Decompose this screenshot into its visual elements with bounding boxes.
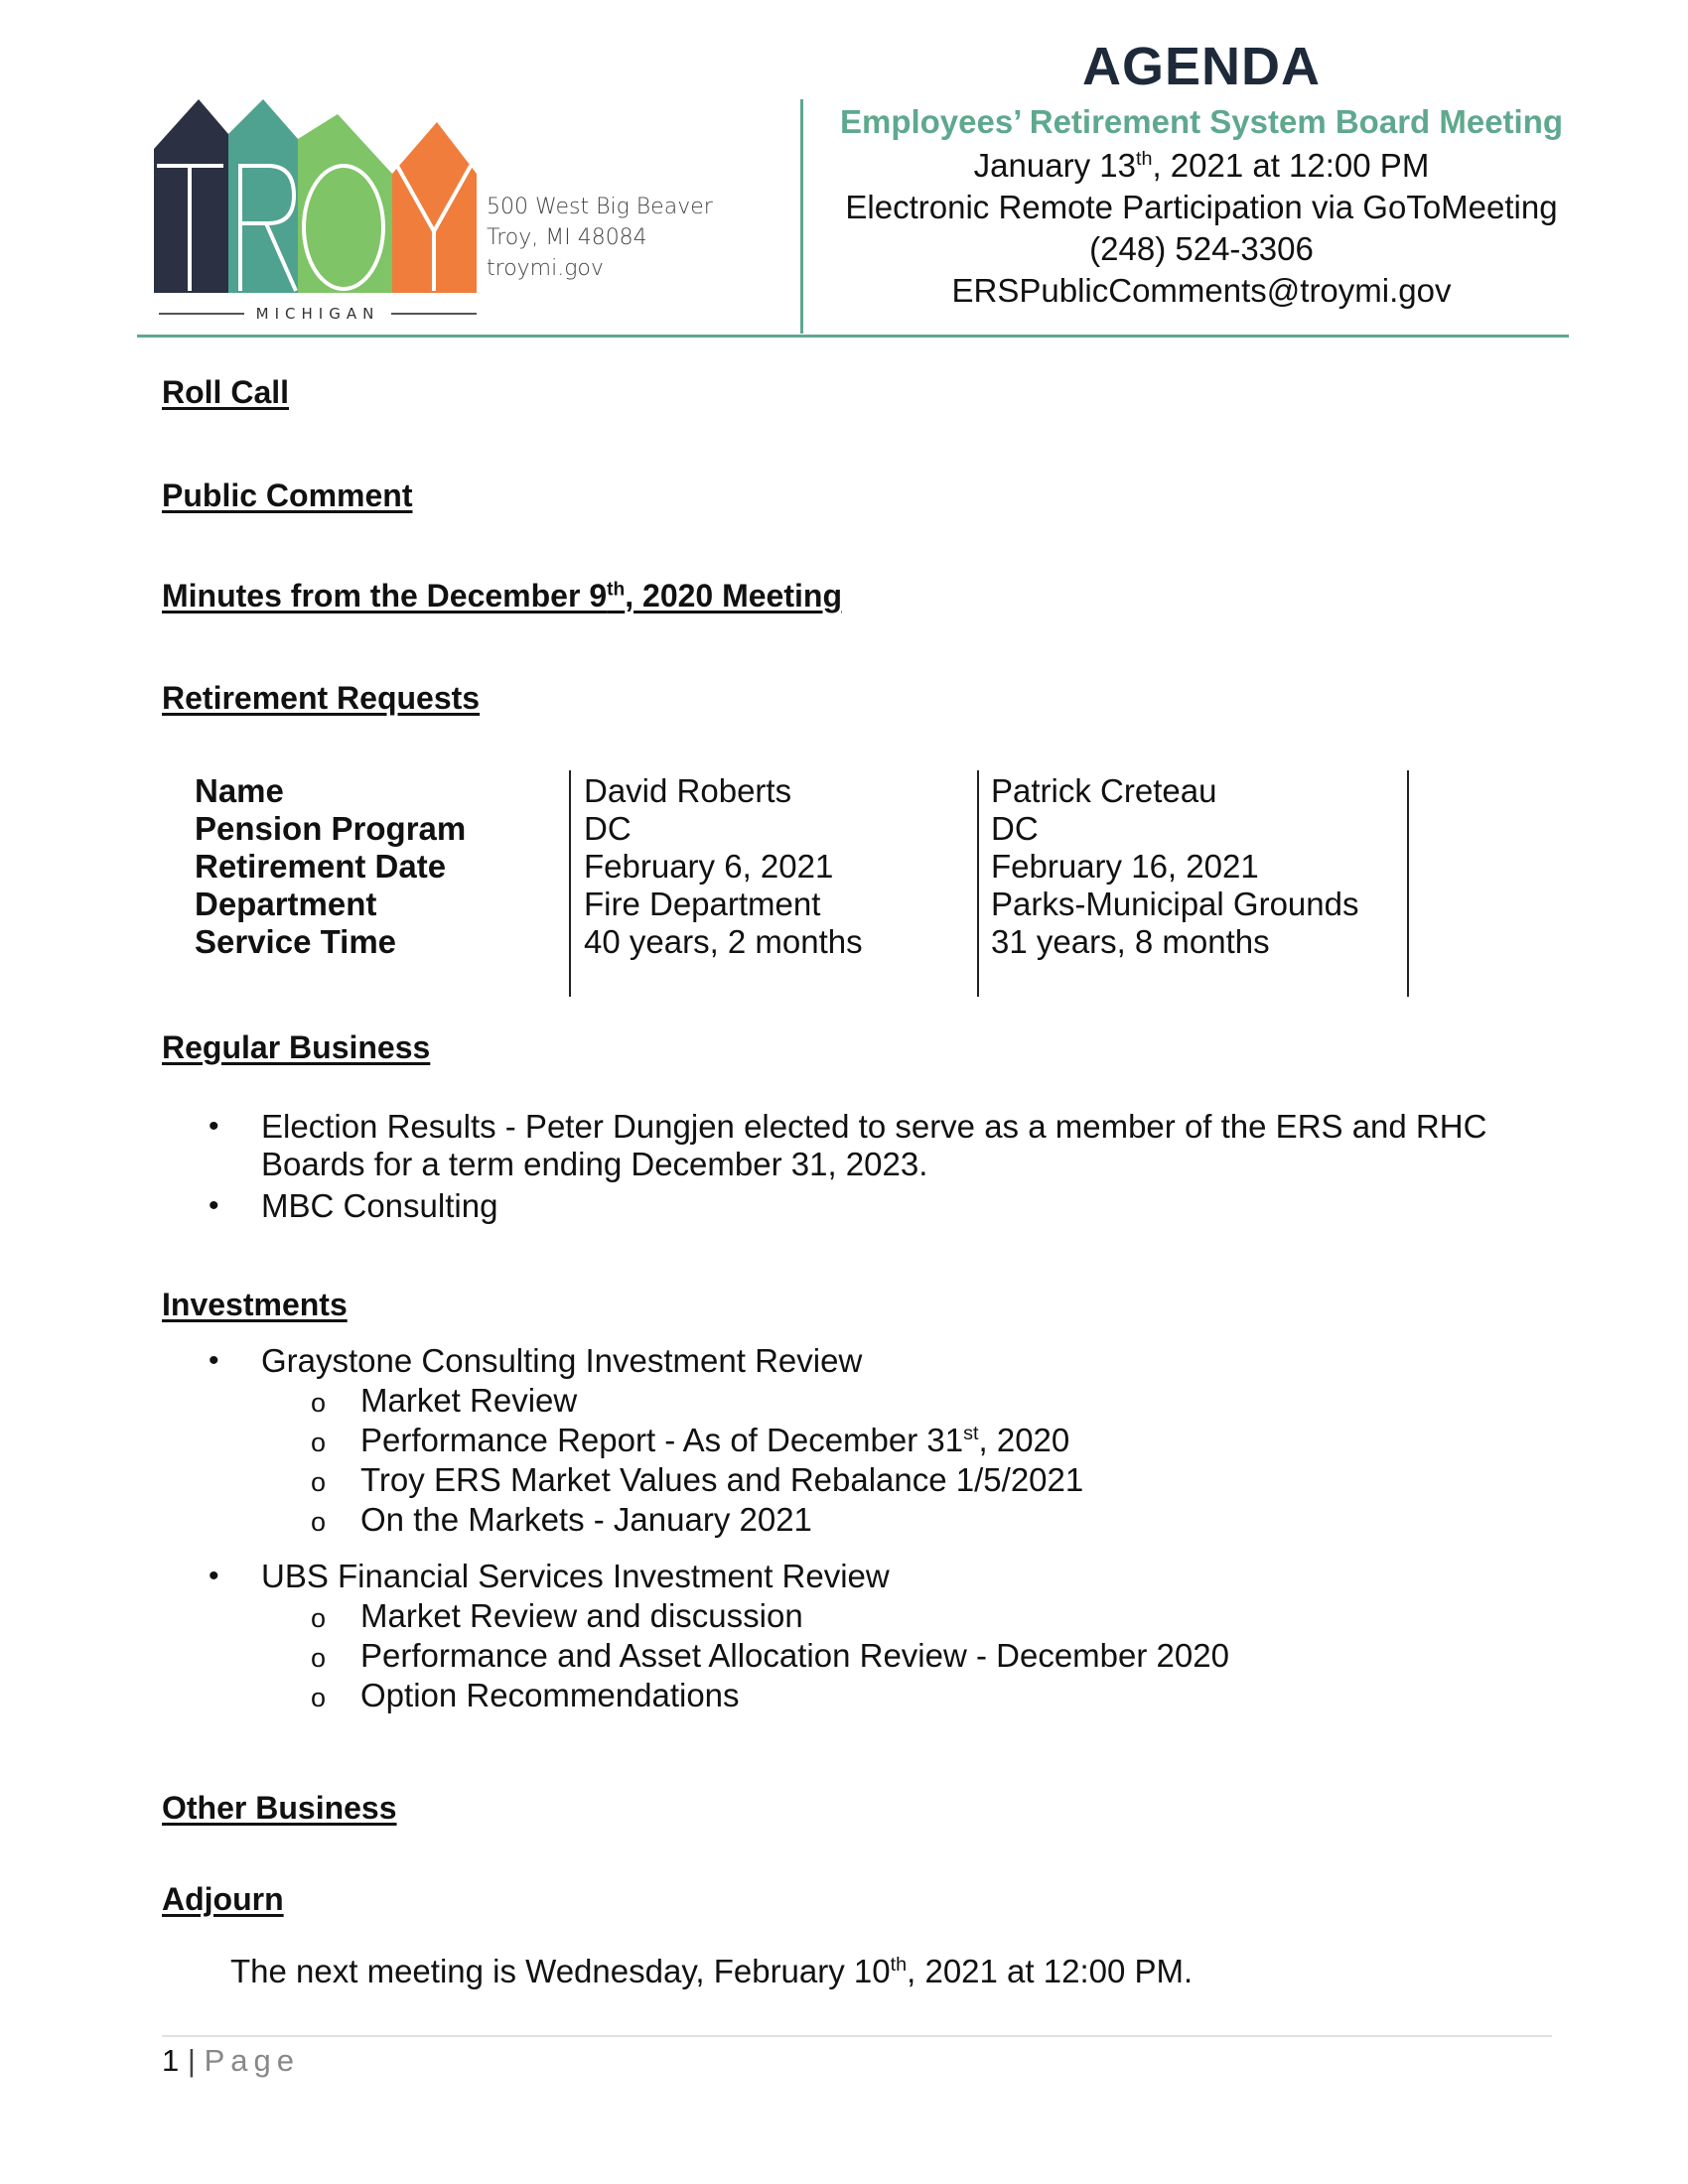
table-column-divider [977,770,979,997]
regular-business-list [162,1108,1552,1225]
section-retirement-requests: Retirement Requests [162,680,481,716]
sub-list-item: o Option Recommendations [261,1677,1229,1716]
address-street: 500 West Big Beaver [487,195,713,219]
ubs-sublist [162,1597,1229,1716]
page-title: AGENDA [1081,37,1321,96]
section-other-business: Other Business [162,1790,397,1826]
sub-list-item: o Market Review and discussion [261,1597,1229,1637]
page-separator: | [187,2043,196,2078]
label-service-time: Service Time [195,923,397,960]
retiree-name: Patrick Creteau [991,772,1217,809]
next-meeting-note: The next meeting is Wednesday, February 10th, 2021 at 12:00 PM. [230,1953,1194,1989]
section-roll-call: Roll Call [162,374,290,410]
table-column-divider [569,770,571,997]
graystone-sublist [162,1382,1083,1541]
section-regular-business: Regular Business [162,1029,431,1065]
table-column-divider [1407,770,1409,997]
page-number: 1 [162,2043,180,2078]
sub-list-item: o Performance Report - As of December 31st, 2020 [261,1422,1083,1461]
label-retirement-date: Retirement Date [195,848,447,885]
list-item: • MBC Consulting [162,1187,1552,1225]
retiree-department: Parks-Municipal Grounds [991,886,1359,922]
meeting-date: January 13th, 2021 at 12:00 PM [973,147,1430,184]
section-minutes: Minutes from the December 9th, 2020 Meeting [162,578,842,614]
logo-michigan-line [159,301,477,327]
list-item [162,1558,1229,1716]
troy-logo-graphic [149,94,487,333]
retiree-service: 40 years, 2 months [584,923,863,960]
retiree-department: Fire Department [584,886,821,922]
sub-list-item: o On the Markets - January 2021 [261,1501,1083,1541]
footer-divider [162,2035,1552,2037]
section-adjourn: Adjourn [162,1881,284,1917]
retiree-program: DC [991,810,1039,847]
retiree-date: February 6, 2021 [584,848,834,885]
logo-michigan-text: MICHIGAN [255,305,380,323]
retiree-program: DC [584,810,632,847]
label-pension-program: Pension Program [195,810,467,847]
page-label: Page [204,2043,300,2078]
address-website: troymi.gov [487,256,604,281]
table-row-labels [195,772,466,961]
section-investments: Investments [162,1287,348,1322]
header-horizontal-divider [137,335,1569,338]
troy-logo [149,94,487,333]
retiree-service: 31 years, 8 months [991,923,1270,960]
ubs-title: • UBS Financial Services Investment Review [261,1558,890,1594]
label-name: Name [195,772,284,809]
sub-list-item: o Market Review [261,1382,1083,1422]
ubs-list [162,1558,1229,1716]
sub-list-item: o Troy ERS Market Values and Rebalance 1/5/2021 [261,1461,1083,1501]
meeting-participation: Electronic Remote Participation via GoToMeeting [845,189,1558,225]
header-vertical-divider [800,99,803,334]
header-info [824,34,1579,312]
graystone-list [162,1342,1083,1541]
retiree-column-1 [584,772,863,961]
list-item [162,1342,1083,1541]
meeting-email: ERSPublicComments@troymi.gov [951,272,1452,309]
retiree-column-2 [991,772,1358,961]
list-item: • Election Results - Peter Dungjen elected to serve as a member of the ERS and RHC Boards for a term ending December 31, 2023. [162,1108,1552,1183]
page-footer [162,2043,300,2079]
retiree-name: David Roberts [584,772,792,809]
address-city: Troy, MI 48084 [487,225,647,250]
retiree-date: February 16, 2021 [991,848,1259,885]
meeting-name: Employees’ Retirement System Board Meeting [839,103,1564,140]
address-block [487,192,713,284]
label-department: Department [195,886,377,922]
sub-list-item: o Performance and Asset Allocation Review - December 2020 [261,1637,1229,1677]
graystone-title: • Graystone Consulting Investment Review [261,1342,863,1379]
section-public-comment: Public Comment [162,478,413,513]
meeting-phone: (248) 524-3306 [1089,230,1314,267]
